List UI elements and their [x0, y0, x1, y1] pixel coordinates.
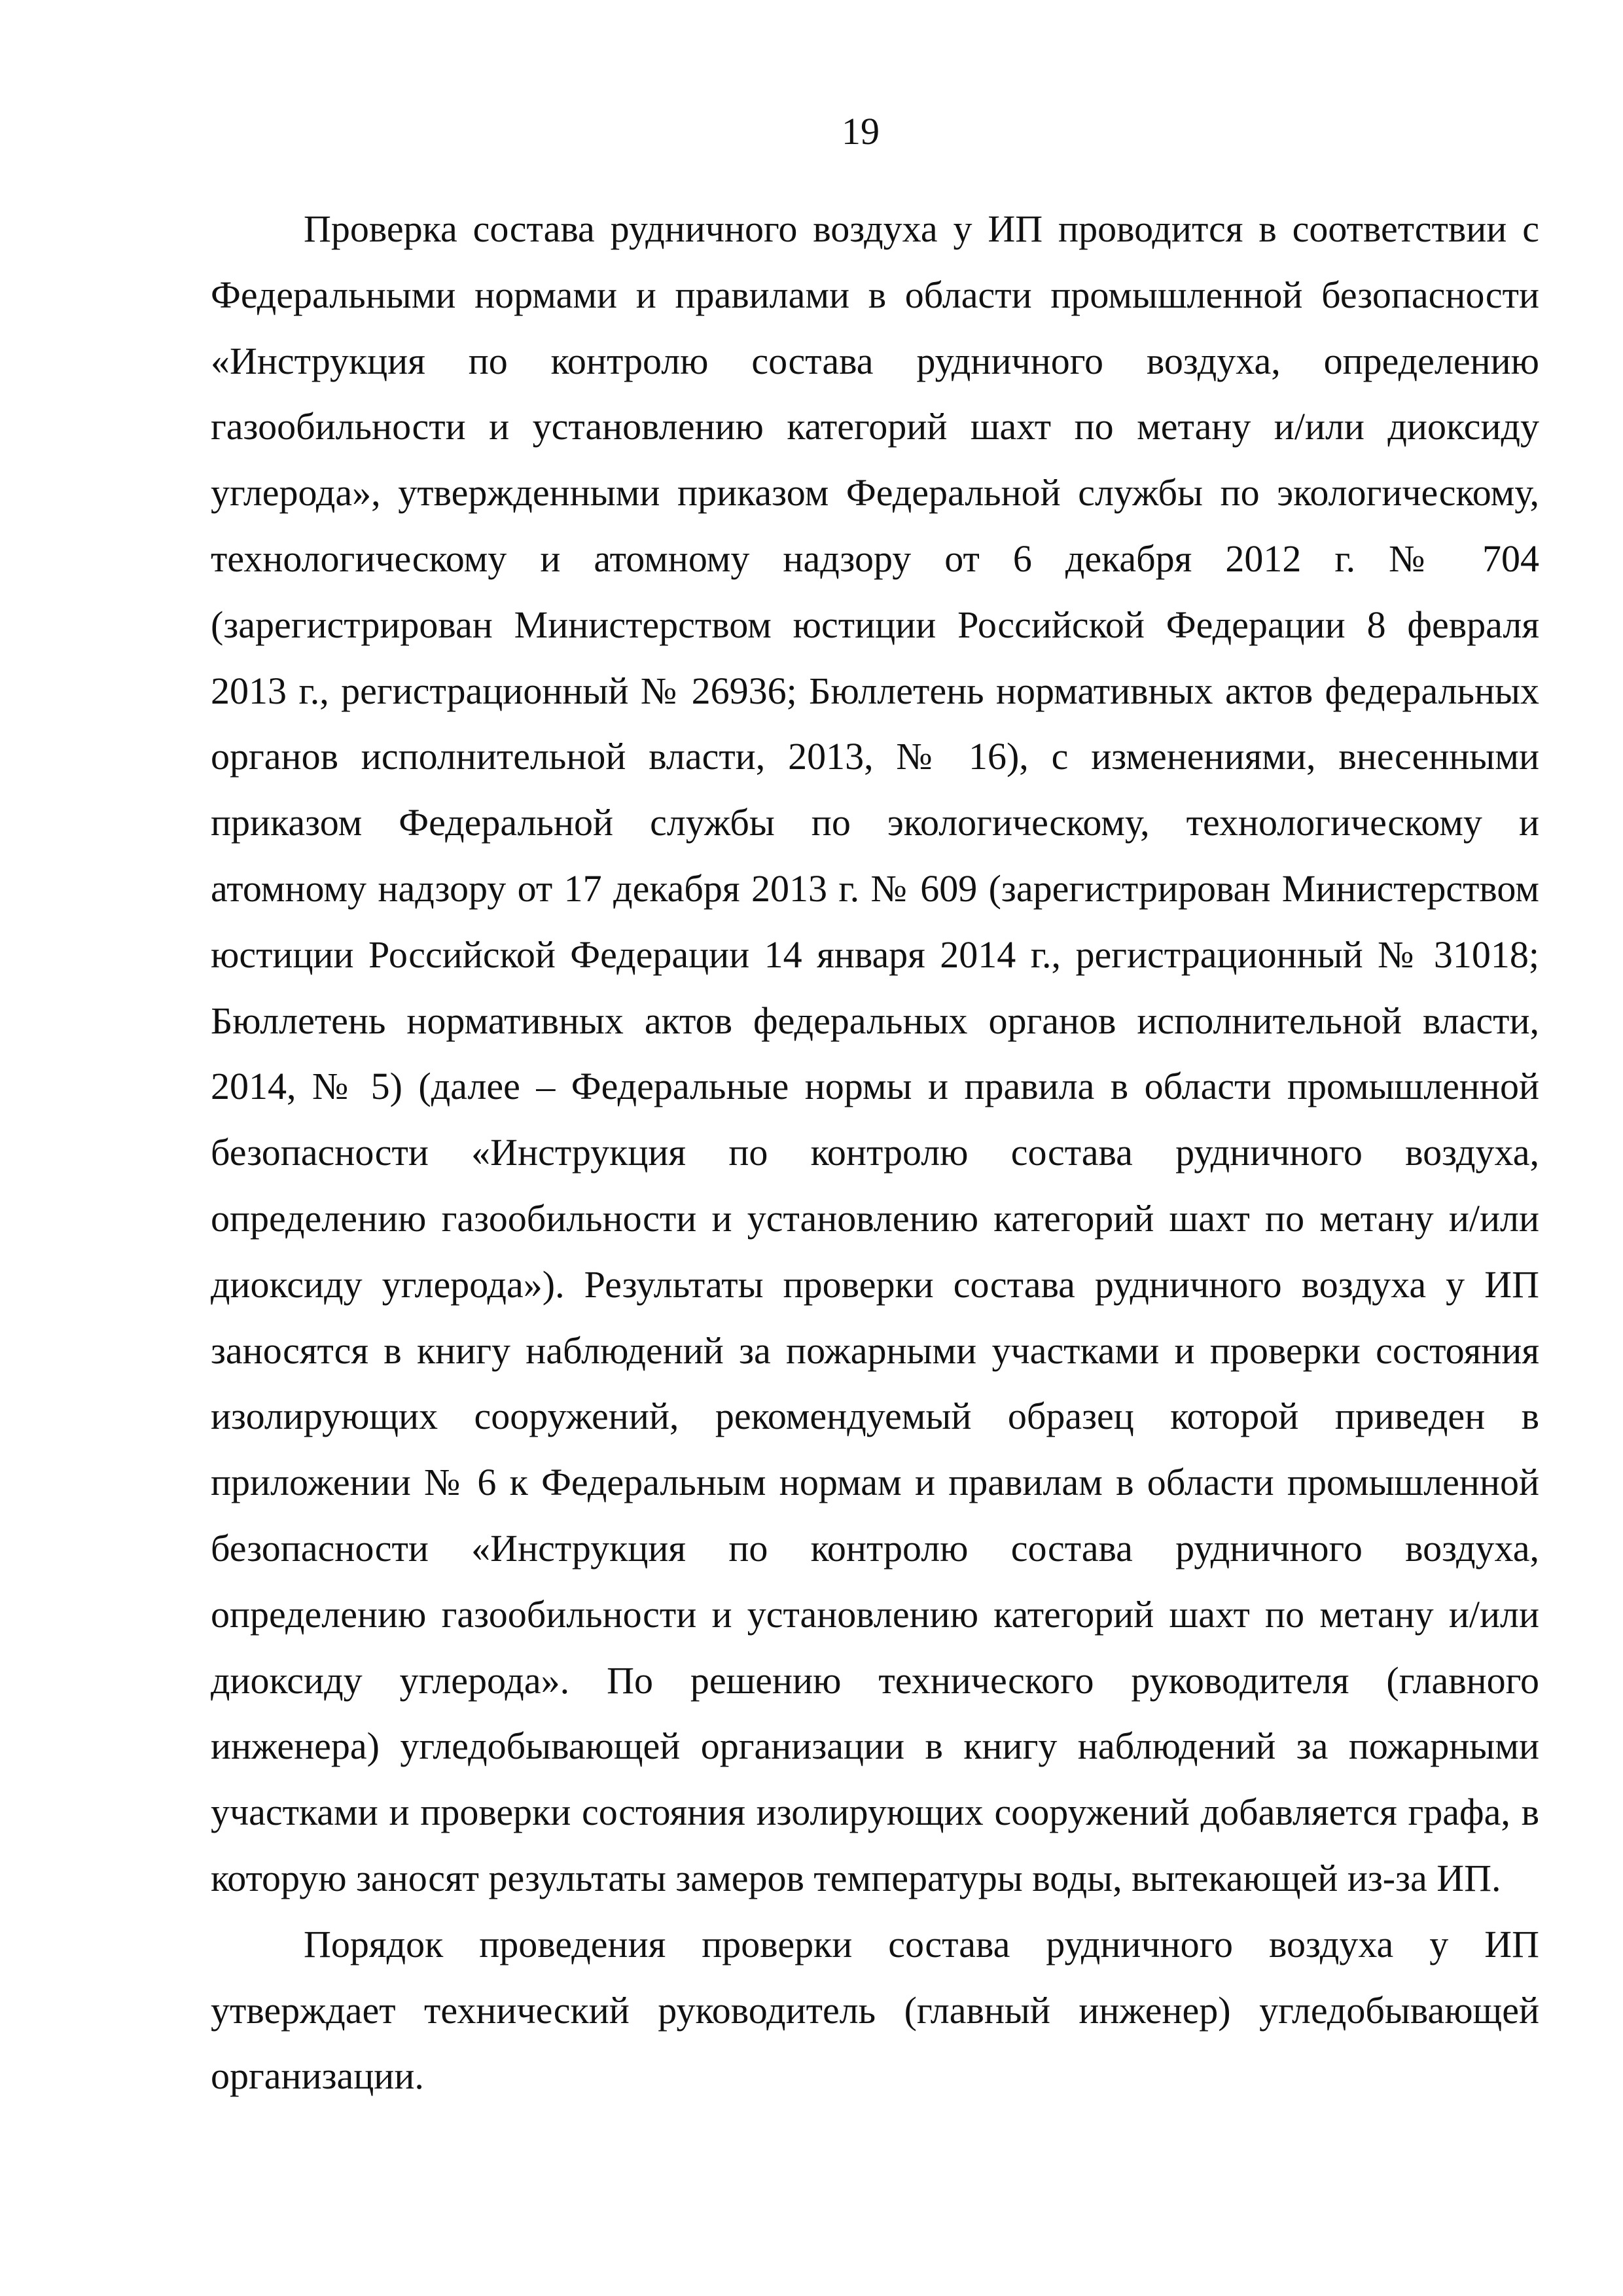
paragraph-check-procedure: Порядок проведения проверки состава рудничного воздуха у ИП утверждает технический руководитель (главный инженер) угледобывающей организации. [211, 1922, 1539, 2098]
document-body [211, 196, 1539, 2109]
page-number: 19 [842, 110, 880, 152]
paragraph-air-composition-check: Проверка состава рудничного воздуха у ИП проводится в соответствии с Федеральными нормами и правилами в области промышленной безопасности «Инструкция по контролю состава рудничного воздуха, определению газообильности и установлению категорий шахт по метану и/или диоксиду углерода», утвержденными приказом Федеральной службы по экологическому, технологическому и атомному надзору от 6 декабря 2012 г. № 704 (зарегистрирован Министерством юстиции Российской Федерации 8 февраля 2013 г., регистрационный № 26936; Бюллетень нормативных актов федеральных органов исполнительной власти, 2013, № 16), с изменениями, внесенными приказом Федеральной службы по экологическому, технологическому и атомному надзору от 17 декабря 2013 г. № 609 (зарегистрирован Министерством юстиции Российской Федерации 14 января 2014 г., регистрационный № 31018; Бюллетень нормативных актов федеральных органов исполнительной власти, 2014, № 5) (далее – Федеральные нормы и правила в области промышленной безопасности «Инструкция по контролю состава рудничного воздуха, определению газообильности и установлению категорий шахт по метану и/или диоксиду углерода»). Результаты проверки состава рудничного воздуха у ИП заносятся в книгу наблюдений за пожарными участками и проверки состояния изолирующих сооружений, рекомендуемый образец которой приведен в приложении № 6 к Федеральным нормам и правилам в области промышленной безопасности «Инструкция по контролю состава рудничного воздуха, определению газообильности и установлению категорий шахт по метану и/или диоксиду углерода». По решению технического руководителя (главного инженера) угледобывающей организации в книгу наблюдений за пожарными участками и проверки состояния изолирующих сооружений добавляется графа, в которую заносят результаты замеров температуры воды, вытекающей из-за ИП. [211, 207, 1539, 1899]
